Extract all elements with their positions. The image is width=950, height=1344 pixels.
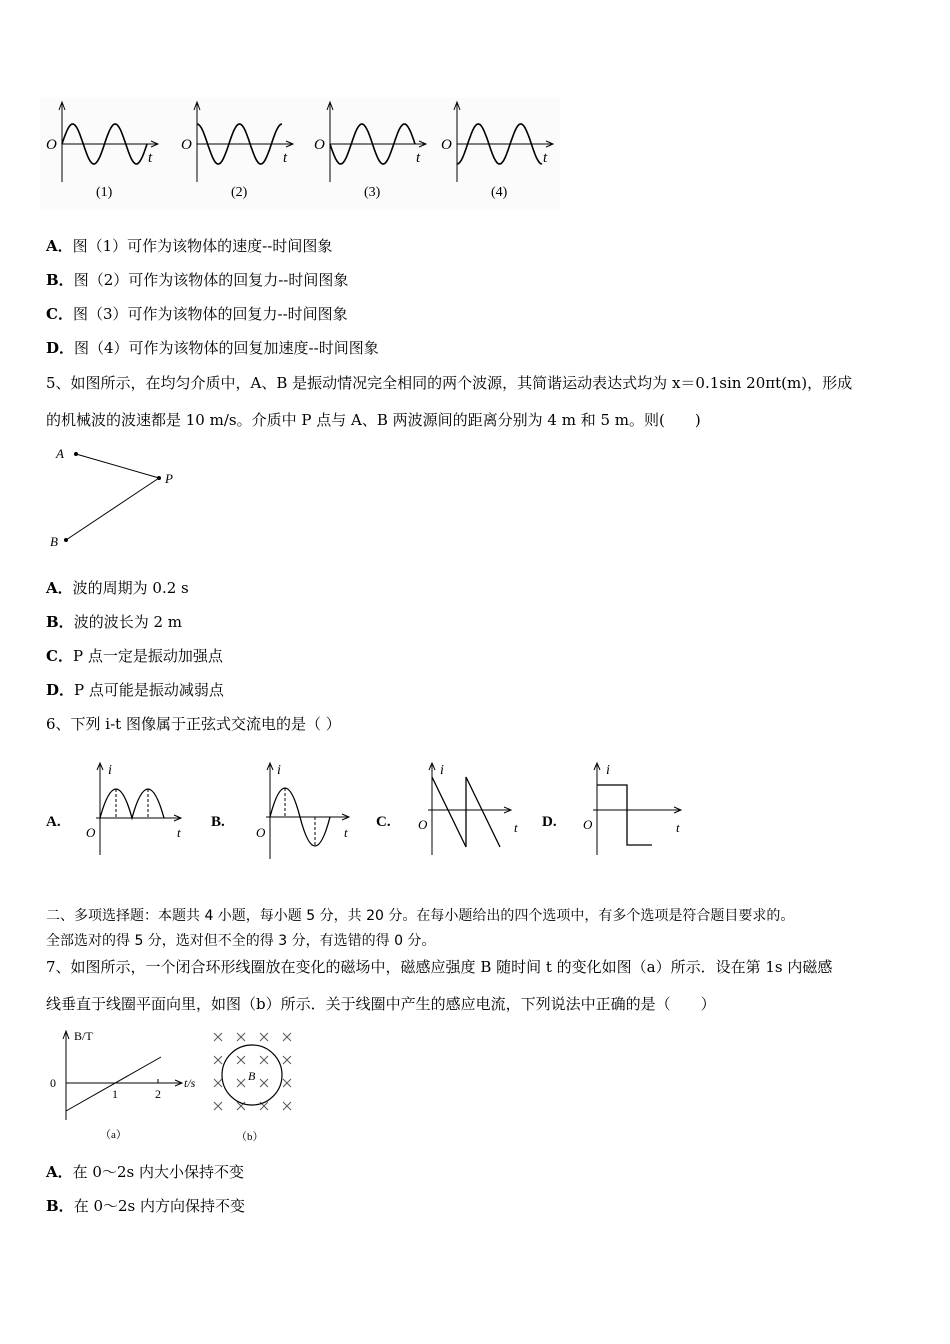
section2-line2: 全部选对的得 5 分，选对但不全的得 3 分，有选错的得 0 分。 — [46, 933, 436, 949]
q5-figure — [46, 442, 196, 552]
q4-origin-label: O — [181, 137, 192, 153]
q7-figure — [46, 1025, 306, 1150]
svg-text:1: 1 — [112, 1087, 118, 1101]
svg-text:t: t — [676, 820, 680, 835]
q4-t-label: t — [416, 150, 421, 166]
q6-graph-b — [256, 763, 349, 859]
svg-text:t/s: t/s — [184, 1076, 196, 1090]
q4-caption: (2) — [231, 185, 248, 200]
q7-graph-a — [50, 1029, 196, 1141]
svg-text:i: i — [440, 763, 444, 778]
svg-text:i: i — [108, 763, 112, 778]
section2-line1: 二、多项选择题：本题共 4 小题，每小题 5 分，共 20 分。在每小题给出的四个选项中，有多个选项是符合题目要求的。 — [46, 908, 795, 924]
q4-option-d: D．图（4）可作为该物体的回复加速度--时间图象 — [46, 339, 379, 357]
svg-text:t: t — [514, 820, 518, 835]
svg-text:（a）: （a） — [100, 1129, 127, 1141]
q4-origin-label: O — [314, 137, 325, 153]
q7-graph-b — [214, 1033, 291, 1143]
svg-text:O: O — [86, 825, 96, 840]
q7-option-b: B．在 0～2s 内方向保持不变 — [46, 1197, 246, 1215]
q4-t-label: t — [283, 150, 288, 166]
svg-text:t: t — [177, 825, 181, 840]
q4-caption: (3) — [364, 185, 381, 200]
q4-t-label: t — [148, 150, 153, 166]
svg-text:O: O — [583, 817, 593, 832]
point-a — [74, 452, 78, 456]
point-p-label: P — [165, 471, 173, 486]
q7-option-a: A．在 0～2s 内大小保持不变 — [46, 1163, 244, 1181]
point-p — [157, 476, 161, 480]
q6-figure — [40, 755, 700, 865]
q6-label-c: C. — [376, 814, 391, 830]
q6-label-a: A. — [46, 814, 61, 830]
q4-origin-label: O — [46, 137, 57, 153]
q4-caption: (4) — [491, 185, 508, 200]
point-b — [64, 538, 68, 542]
q4-t-label: t — [543, 150, 548, 166]
svg-text:B/T: B/T — [74, 1029, 93, 1043]
q7-stem-line2: 线垂直于线圈平面向里，如图（b）所示．关于线圈中产生的感应电流，下列说法中正确的是（ ） — [46, 995, 716, 1013]
q5-option-a: A．波的周期为 0.2 s — [46, 579, 189, 597]
svg-text:t: t — [344, 825, 348, 840]
q6-graph-a — [86, 763, 181, 855]
point-a-label: A — [56, 446, 64, 461]
svg-text:B: B — [248, 1069, 256, 1083]
svg-text:2: 2 — [155, 1087, 161, 1101]
q4-option-b: B．图（2）可作为该物体的回复力--时间图象 — [46, 271, 349, 289]
q5-stem-line1: 5、如图所示，在均匀介质中，A、B 是振动情况完全相同的两个波源，其简谐运动表达式均为 x＝0.1sin 20πt(m)，形成 — [46, 374, 853, 392]
q6-graph-d — [583, 763, 681, 855]
svg-text:i: i — [277, 763, 281, 778]
q5-option-d: D．P 点可能是振动减弱点 — [46, 681, 224, 699]
svg-text:0: 0 — [50, 1076, 56, 1090]
q5-option-c: C．P 点一定是振动加强点 — [46, 647, 223, 665]
svg-text:（b）: （b） — [236, 1131, 264, 1143]
q6-label-d: D. — [542, 814, 557, 830]
svg-text:O: O — [256, 825, 266, 840]
q6-graph-c — [418, 763, 518, 855]
svg-text:O: O — [418, 817, 428, 832]
q5-stem-line2: 的机械波的波速都是 10 m/s。介质中 P 点与 A、B 两波源间的距离分别为 4 m 和 5 m。则( ) — [46, 411, 701, 429]
point-b-label: B — [50, 534, 58, 549]
q4-caption: (1) — [96, 185, 113, 200]
q4-option-a: A．图（1）可作为该物体的速度--时间图象 — [46, 237, 333, 255]
svg-text:i: i — [606, 763, 610, 778]
q4-option-c: C．图（3）可作为该物体的回复力--时间图象 — [46, 305, 348, 323]
q5-option-b: B．波的波长为 2 m — [46, 613, 182, 631]
q4-origin-label: O — [441, 137, 452, 153]
q6-stem: 6、下列 i-t 图像属于正弦式交流电的是（ ） — [46, 715, 341, 733]
q6-label-b: B. — [211, 814, 225, 830]
q7-stem-line1: 7、如图所示，一个闭合环形线圈放在变化的磁场中，磁感应强度 B 随时间 t 的变化如图（a）所示．设在第 1s 内磁感 — [46, 958, 833, 976]
q4-figure — [40, 98, 560, 210]
